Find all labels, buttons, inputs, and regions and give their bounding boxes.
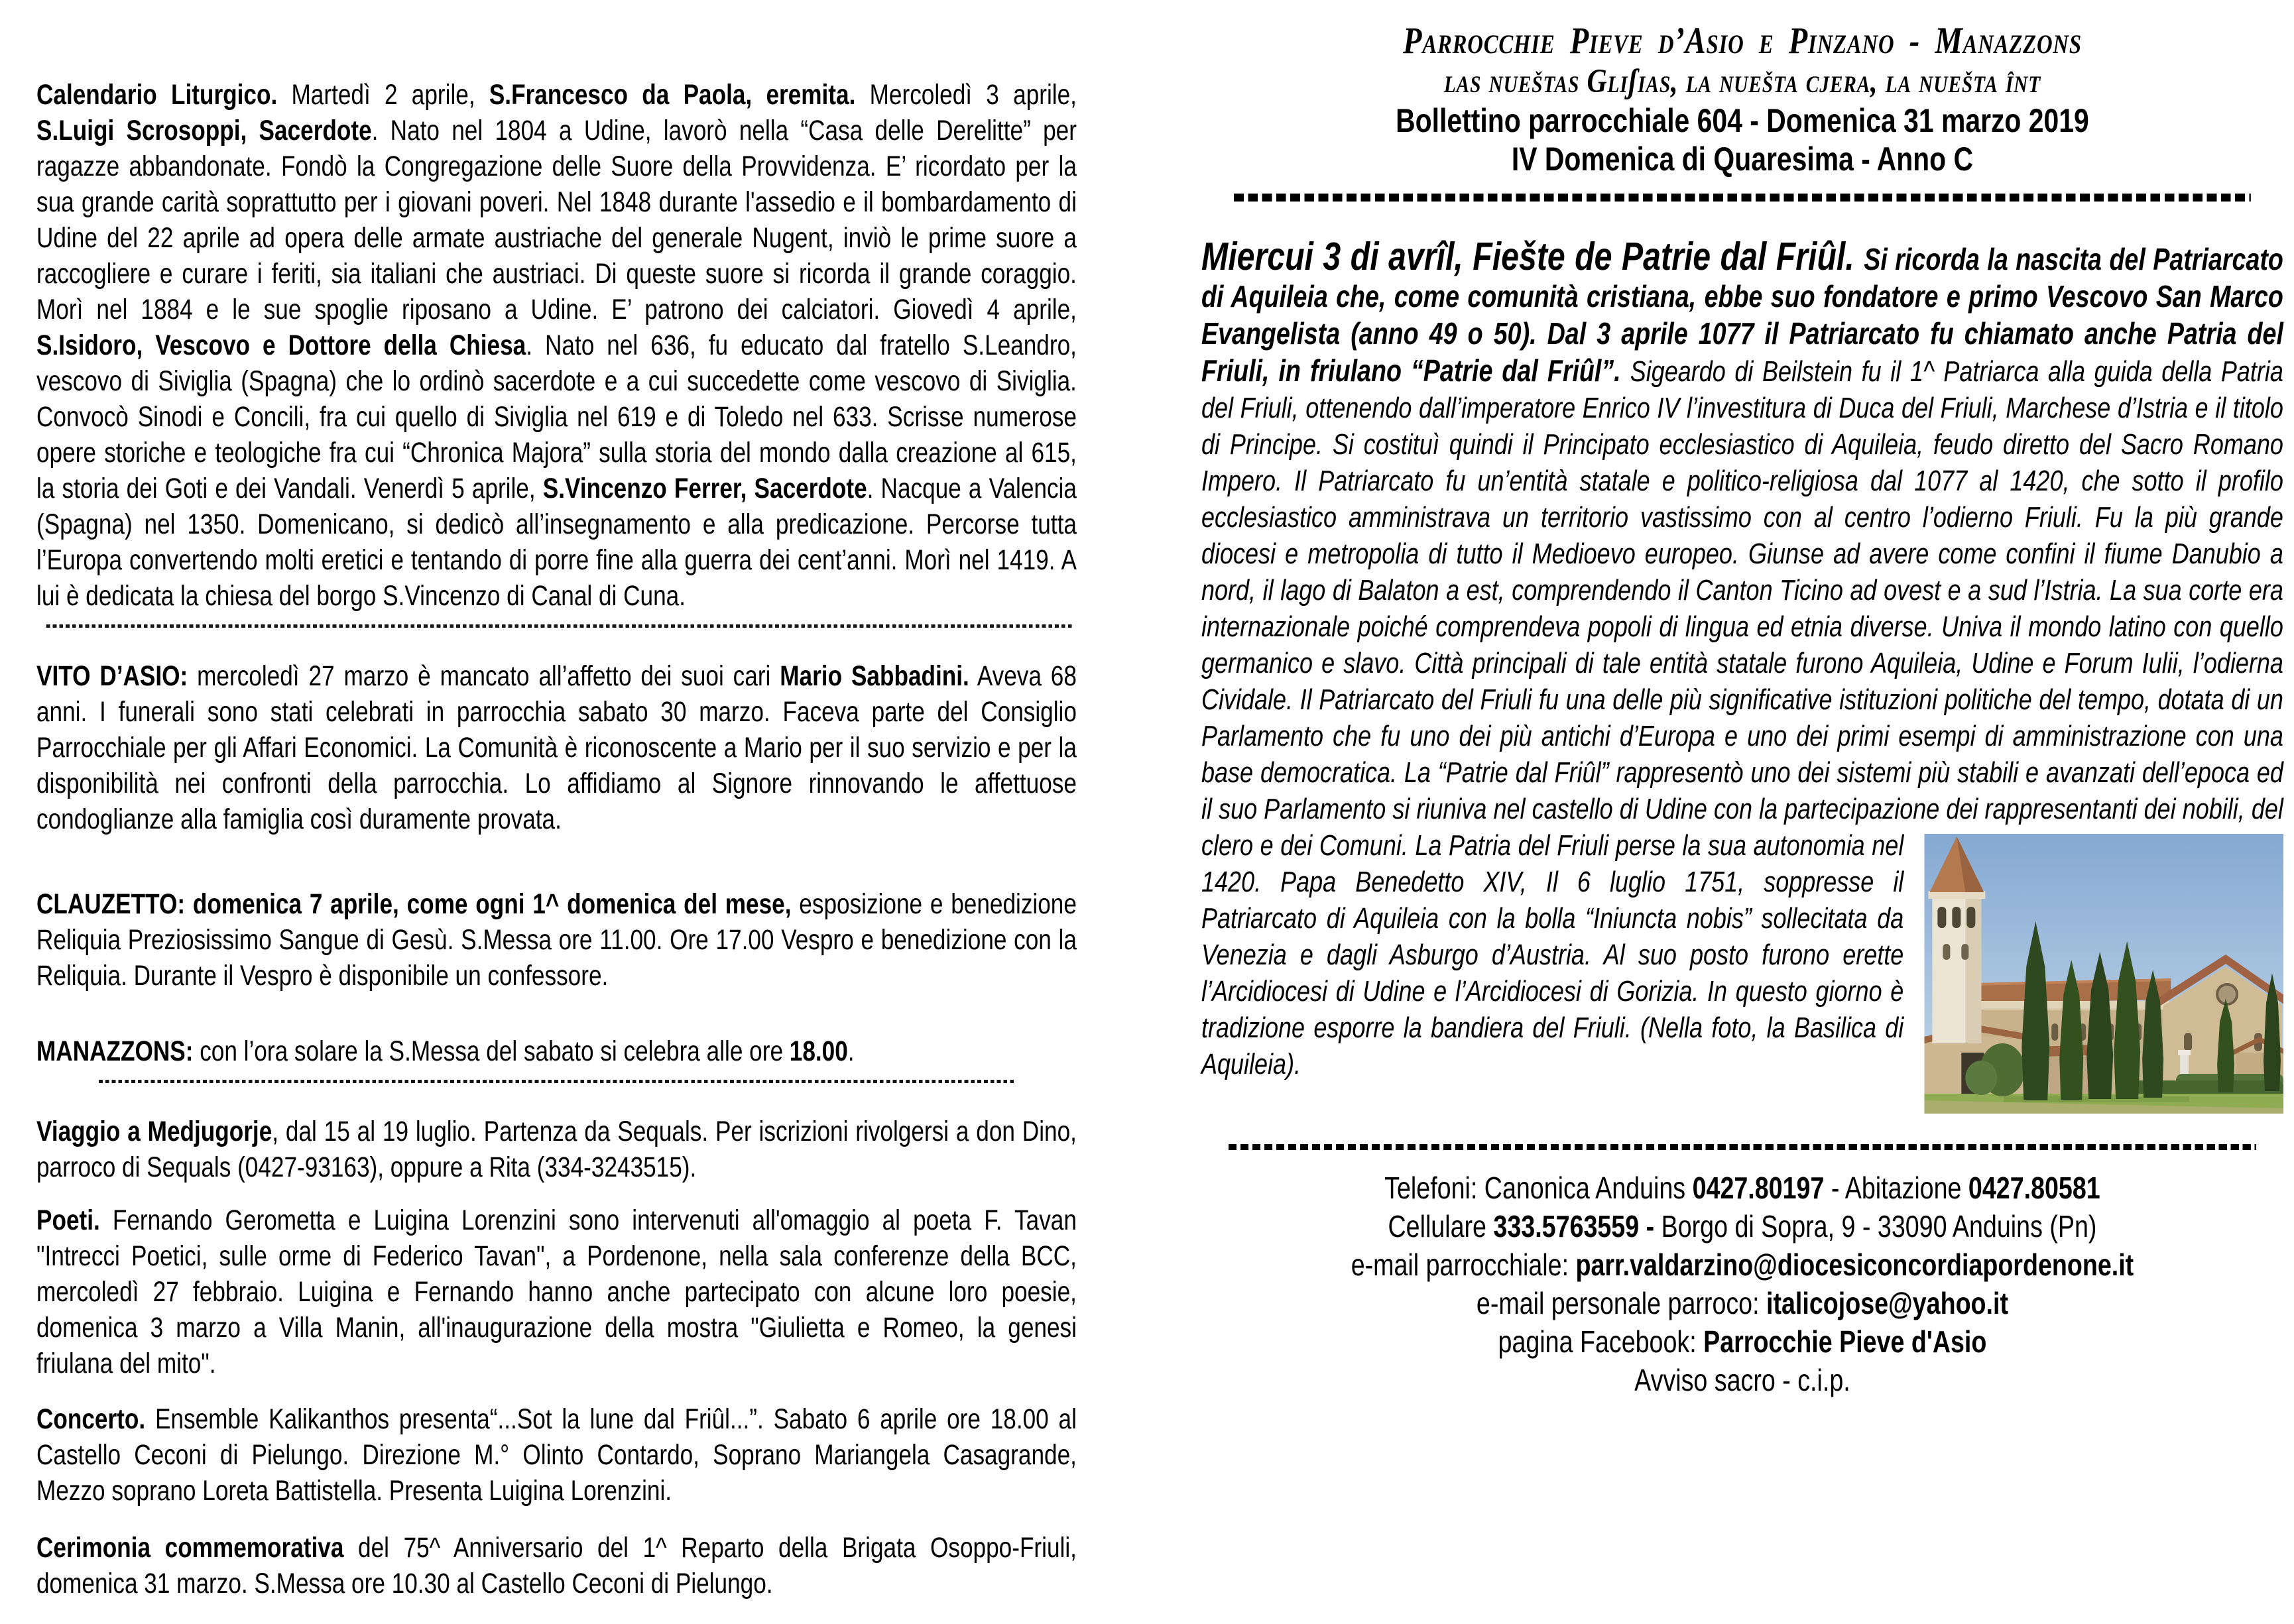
text-run: Concerto. bbox=[36, 1403, 155, 1435]
dashed-divider-left-2 bbox=[99, 1080, 1014, 1083]
text-run: Ensemble Kalikanthos presenta“...Sot la lune dal Friûl...”. Sabato 6 aprile ore 18.00 al Castello Ceconi di Pielungo. Direzione M.° Olinto Contardo, Soprano Mariangela Casagrande, Mezzo soprano Loreta Battistella. Presenta Luigina Lorenzini. bbox=[36, 1403, 1077, 1507]
text-run: . Nato nel 636, fu educato dal fratello S.Leandro, vescovo di Siviglia (Spagna) che lo ordinò sacerdote e a cui succedette come vescovo di Siviglia. Convocò Sinodi e Concili, fra cui quello di Siviglia nel 619 e di Toledo nel 633. Scrisse numerose opere storiche e teologiche fra cui “Chronica Majora” sulla storia del mondo dalla creazione al 615, la storia dei Goti e dei Vandali. Venerdì 5 aprile, bbox=[36, 329, 1077, 504]
paragraph-clauzetto bbox=[36, 886, 1077, 994]
text-run: esposizione e benedizione Reliquia Preziosissimo Sangue di Gesù. S.Messa ore 11.00. Ore 17.00 Vespro e benedizione con la Reliquia. Durante il Vespro è disponibile un confessore. bbox=[36, 888, 1077, 992]
contact-info bbox=[1201, 1169, 2283, 1399]
text-run: del 75^ Anniversario del 1^ Reparto della Brigata Osoppo-Friuli, domenica 31 marzo. S.Messa ore 10.30 al Castello Ceconi di Pielungo. bbox=[36, 1532, 1077, 1599]
basilica-di-aquileia-illustration bbox=[1924, 834, 2283, 1114]
paragraph-vito-dasio bbox=[36, 658, 1077, 837]
text-run: Parrocchie Pieve d'Asio bbox=[1703, 1324, 1987, 1359]
text-run: S.Isidoro, Vescovo e Dottore della Chiesa bbox=[36, 329, 526, 361]
masthead-title: Parrocchie Pieve d’Asio e Pinzano - Manazzons bbox=[1403, 20, 2082, 62]
text-run: VITO D’ASIO: bbox=[36, 660, 198, 692]
paragraph-calendario-liturgico bbox=[36, 77, 1077, 614]
oculus-window bbox=[2217, 984, 2237, 1004]
text-run: Viaggio a Medjugorje bbox=[36, 1116, 272, 1147]
contact-line-parish-email bbox=[1201, 1246, 2283, 1284]
text-run: pagina Facebook: bbox=[1498, 1324, 1704, 1359]
text-run: mercoledì 27 marzo è mancato all’affetto dei suoi cari bbox=[197, 660, 780, 692]
text-run: . bbox=[847, 1035, 855, 1067]
text-run: ʃ bbox=[1628, 63, 1638, 100]
text-run: S.Vincenzo Ferrer, Sacerdote bbox=[542, 473, 867, 504]
contact-line-notice bbox=[1201, 1361, 2283, 1399]
text-run: - Abitazione bbox=[1824, 1171, 1968, 1205]
text-run: S.Luigi Scrosoppi, Sacerdote bbox=[36, 115, 372, 146]
contact-line-phones bbox=[1201, 1169, 2283, 1207]
contact-line-personal-email bbox=[1201, 1284, 2283, 1322]
text-run: . Nato nel 1804 a Udine, lavorò nella “Casa delle Derelitte” per ragazze abbandonate. Fondò la Congregazione delle Suore della Provvidenza. E’ ricordato per la sua grande carità soprattutto per i giovani poveri. Nel 1848 durante l'assedio e il bombardamento di Udine del 22 aprile ad opera delle armate austriache del generale Nugent, inviò le prime suore a raccogliere e curare i feriti, sia italiani che austriaci. Di queste suore si ricorda il grande coraggio. Morì nel 1884 e le sue spoglie riposano a Udine. E’ patrono dei calciatori. Giovedì 4 aprile, bbox=[36, 115, 1077, 325]
feature-article bbox=[1201, 235, 2283, 1123]
text-run: Calendario Liturgico. bbox=[36, 79, 292, 111]
paragraph-viaggio-medjugorje bbox=[36, 1114, 1077, 1185]
paragraph-manazzons bbox=[36, 1033, 1077, 1069]
basilica-photo bbox=[1903, 827, 2283, 1123]
article-text-after-photo bbox=[1201, 829, 1903, 1080]
basilica-photo-frame bbox=[1924, 834, 2283, 1114]
text-run: Aveva 68 anni. I funerali sono stati celebrati in parrocchia sabato 30 marzo. Faceva parte del Consiglio Parrocchiale per gli Affari Economici. La Comunità è riconoscente a Mario per il suo servizio e per la disponibilità nei confronti della parrocchia. Lo affidiamo al Signore rinnovando le affettuose condoglianze alla famiglia così duramente provata. bbox=[36, 660, 1077, 835]
dashed-divider-left-1 bbox=[46, 624, 1073, 628]
footer-divider bbox=[1229, 1144, 2256, 1150]
text-run: 0427.80197 bbox=[1692, 1171, 1825, 1205]
text-run: Miercui 3 di avrîl, Fiešte de Patrie dal Friûl. bbox=[1201, 235, 1864, 278]
contact-line-facebook bbox=[1201, 1322, 2283, 1361]
text-run: Telefoni: Canonica Anduins bbox=[1384, 1171, 1693, 1205]
text-run: Mario Sabbadini. bbox=[780, 660, 969, 692]
contact-line-mobile-address bbox=[1201, 1207, 2283, 1246]
masthead-subtitle bbox=[1201, 62, 2283, 101]
text-run: Borgo di Sopra, 9 - 33090 Anduins (Pn) bbox=[1654, 1209, 2097, 1244]
paragraph-poeti bbox=[36, 1202, 1077, 1381]
text-run: Si ricorda la nascita del Patriarcato di Aquileia che, come comunità cristiana, ebbe suo fondatore e primo Vescovo San Marco Evangelista (anno 49 o 50). Dal 3 aprile 1077 il Patriarcato fu chiamato anche Patria del Friuli, in friulano “Patrie dal Friûl”. bbox=[1201, 242, 2283, 388]
text-run: MANAZZONS: bbox=[36, 1035, 200, 1067]
text-run: CLAUZETTO: domenica 7 aprile, come ogni 1^ domenica del mese, bbox=[36, 888, 800, 920]
paragraph-concerto bbox=[36, 1401, 1077, 1509]
text-run: Comuni. La Patria del Friuli perse la sua autonomia nel 1420. Papa Benedetto XIV, Il 6 luglio 1751, soppresse il Patriarcato di Aquileia con la bolla “Iniuncta nobis” sollecitata da Venezia e dagli Asburgo d’Austria. Al suo posto furono erette l’Arcidiocesi di Udine e l’Arcidiocesi di Gorizia. In questo giorno è tradizione esporre la bandiera del Friuli. (Nella foto, la Basilica di Aquileia). bbox=[1201, 829, 1904, 1080]
text-run: parr.valdarzino@diocesiconcordiapordenone.it bbox=[1575, 1247, 2134, 1282]
text-run: Sigeardo di Beilstein fu il 1^ Patriarca alla guida della Patria del Friuli, ottenendo dall’imperatore Enrico IV l’investitura di Duca del Friuli, Marchese d’Istria e il titolo di Principe. Si costituì quindi il Principato ecclesiastico di Aquileia, feudo diretto del Sacro Romano Impero. Il Patriarcato fu un’entità statale e politico-religiosa dal 1077 al 1420, che sotto il profilo ecclesiastico amministrava un territorio vastissimo con al centro l’odierno Friuli. Fu la più grande diocesi e metropolia di tutto il Medioevo europeo. Giunse ad avere come confini il fiume Danubio a nord, il lago di Balaton a est, comprendendo il Canton Ticino ad ovest e a sud l’Istria. La sua corte era internazionale poiché comprendeva popoli di lingua ed etnia diverse. Univa il mondo latino con quello germanico e slavo. Città principali di tale entità statale furono Aquileia, Udine e Forum Iulii, l’odierna Cividale. Il Patriarcato del Friuli fu una delle più significative istituzioni politiche del tempo, dotata di un Parlamento che fu uno dei più antichi d’Europa e uno dei primi esempi di amministrazione con una base democratica. La “Patrie dal Friûl” rappresentò uno dei sistemi più stabili e avanzati dell’epoca ed il suo Parlamento si riuniva nel castello di Udine con la partecipazione dei rappresentanti dei nobili, del clero e dei bbox=[1201, 355, 2283, 862]
text-run: Avviso sacro - c.i.p. bbox=[1634, 1363, 1850, 1397]
text-run: Martedì 2 aprile, bbox=[291, 79, 489, 111]
text-run: . Nacque a Valencia (Spagna) nel 1350. Domenicano, si dedicò all’insegnamento e alla predicazione. Percorse tutta l’Europa convertendo molti eretici e tentando di porre fine alla guerra dei cent’anni. Morì nel 1419. A lui è dedicata la chiesa del borgo S.Vincenzo di Canal di Cuna. bbox=[36, 473, 1077, 612]
article-text-before-photo bbox=[1201, 235, 2283, 862]
text-run: e-mail parrocchiale: bbox=[1351, 1247, 1576, 1282]
masthead bbox=[1201, 20, 2283, 178]
text-run: Poeti. bbox=[36, 1204, 113, 1236]
text-run: 0427.80581 bbox=[1968, 1171, 2100, 1205]
text-run: Fernando Gerometta e Luigina Lorenzini sono intervenuti all'omaggio al poeta F. Tavan "Intrecci Poetici, sulle orme di Federico Tavan", a Pordenone, nella sala conferenze della BCC, mercoledì 27 febbraio. Luigina e Fernando hanno anche partecipato con alcune loro poesie, domenica 3 marzo a Villa Manin, all'inaugurazione della mostra "Giulietta e Romeo, la genesi friulana del mito". bbox=[36, 1204, 1077, 1379]
text-run: las nueštas Gli bbox=[1443, 63, 1628, 100]
text-run: Cellulare bbox=[1388, 1209, 1494, 1244]
text-run: ias, la nuešta cjera, la nuešta înt bbox=[1638, 63, 2041, 100]
text-run: Mercoledì 3 aprile, bbox=[869, 79, 1077, 111]
text-run: , dal 15 al 19 luglio. Partenza da Sequals. Per iscrizioni rivolgersi a don Dino, parroco di Sequals (0427-93163), oppure a Rita (334-3243515). bbox=[36, 1116, 1077, 1183]
text-run: 18.00 bbox=[789, 1035, 848, 1067]
liturgical-sunday: IV Domenica di Quaresima - Anno C bbox=[1511, 141, 1974, 178]
bulletin-number-date: Bollettino parrocchiale 604 - Domenica 31 marzo 2019 bbox=[1396, 102, 2089, 139]
text-run: e-mail personale parroco: bbox=[1476, 1286, 1767, 1320]
text-run: italicojose@yahoo.it bbox=[1766, 1286, 2008, 1320]
text-run: Cerimonia commemorativa bbox=[36, 1532, 359, 1564]
text-run: S.Francesco da Paola, eremita. bbox=[489, 79, 870, 111]
right-column bbox=[1201, 20, 2283, 1399]
paragraph-cerimonia-commemorativa bbox=[36, 1530, 1077, 1601]
text-run: 333.5763559 - bbox=[1493, 1209, 1655, 1244]
left-column bbox=[36, 77, 1077, 1601]
masthead-divider bbox=[1234, 194, 2251, 202]
text-run: con l’ora solare la S.Messa del sabato si celebra alle ore bbox=[200, 1035, 790, 1067]
